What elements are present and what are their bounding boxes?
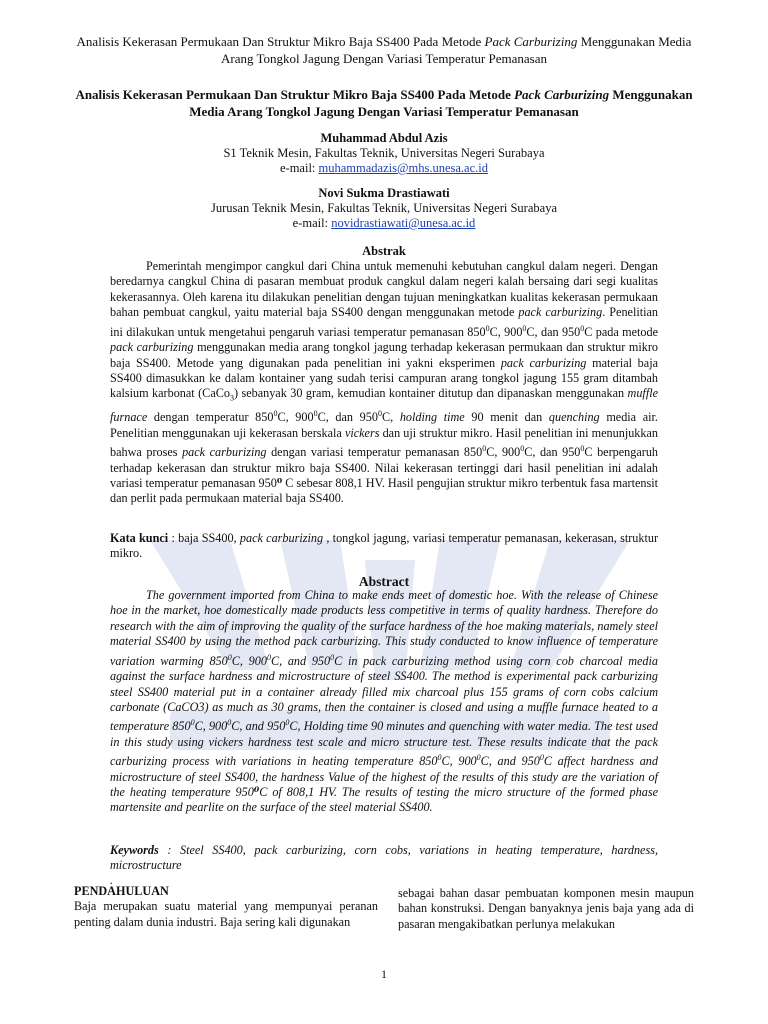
- left-column: [74, 884, 378, 930]
- kata-kunci-label: Kata kunci: [110, 531, 169, 545]
- keywords: Keywords : Steel SS400, pack carburizing, corn cobs, variations in heating temperature, hardness, microstructure .: [110, 843, 658, 887]
- page-number: 1: [381, 967, 387, 981]
- author-email-link[interactable]: muhammadazis@mhs.unesa.ac.id: [318, 161, 488, 175]
- author-email-link[interactable]: novidrastiawati@unesa.ac.id: [331, 216, 476, 230]
- author-email-line: [110, 161, 658, 176]
- abstrak-body: Pemerintah mengimpor cangkul dari China untuk memenuhi kebutuhan cangkul dalam negeri. Dengan beredarnya cangkul China di pasaran membuat produk cangkul dalam negeri kalah bersaing dari segi kualitas kekerasannya. Oleh karena itu dilakukan penelitian dengan tujuan meningkatkan kualitas kekerasan permukaan bahan pembuat cangkul, yaitu material baja SS400 dengan menggunakan metode pack carburizing. Penelitian ini dilakukan untuk mengetahui pengaruh variasi temperatur pemanasan $850^0C$, $900^0C$, dan $950^0C$ pada metode pack carburizing menggunakan media arang tongkol jagung terhadap kekerasan permukaan dan struktur mikro baja SS400. Metode yang digunakan pada penelitian ini yakni eksperimen pack carburizing material baja SS400 dimasukkan ke dalam kontainer yang sudah terisi campuran arang tongkol jagung 155 gram ditambah kalsium karbonat (CaCo$_3$) sebanyak 30 gram, kemudian kontainer ditutup dan dipanaskan menggunakan muffle furnace dengan temperatur $850^0C$, $900^0C$, dan $950^0C$, holding time 90 menit dan quenching media air. Penelitian menggunakan uji kekerasan berskala vickers dan uji struktur mikro. Hasil penelitian ini menunjukkan bahwa proses pack carburizing dengan variasi temperatur pemanasan $850^0C$, $900^0C$, dan $950^0C$ berpengaruh terhadap kekerasan dan struktur mikro baja SS400. Nilai kekerasan tertinggi dari hasil penelitian ini adalah variasi temperatur pemanasan 950⁰ C sebesar 808,1 HV. Hasil pengujian struktur mikro terbentuk fasa martensit dan perlit pada permukaan material baja SS400.: [110, 259, 659, 506]
- left-column-text: Baja merupakan suatu material yang mempunyai peranan penting dalam dunia industri. Baja sering kali digunakan: [74, 899, 378, 929]
- running-header: [60, 33, 708, 67]
- author-email-line: [110, 216, 658, 231]
- section-heading-pendahuluan: PENDAHULUAN: [74, 884, 169, 898]
- author-1: [110, 131, 658, 176]
- running-header-italic: Pack Carburizing: [484, 34, 578, 49]
- abstrak-heading: Abstrak: [362, 244, 406, 258]
- email-label: e-mail:: [280, 161, 319, 175]
- kata-kunci: Kata kunci : baja SS400, pack carburizing , tongkol jagung, variasi temperatur pemanasan, kekerasan, struktur mikro.: [110, 531, 659, 560]
- email-label: e-mail:: [292, 216, 332, 230]
- author-affiliation: S1 Teknik Mesin, Fakultas Teknik, Universitas Negeri Surabaya: [223, 146, 545, 160]
- paper-title: [70, 86, 698, 120]
- title-text: Analisis Kekerasan Permukaan Dan Struktur Mikro Baja SS400 Pada Metode: [75, 87, 515, 102]
- running-header-text: Analisis Kekerasan Permukaan Dan Struktur Mikro Baja SS400 Pada Metode: [76, 34, 485, 49]
- right-column: [398, 886, 694, 932]
- author-2: [110, 186, 658, 231]
- author-name: Novi Sukma Drastiawati: [318, 186, 450, 200]
- author-name: Muhammad Abdul Azis: [320, 131, 448, 145]
- title-line2: Media Arang Tongkol Jagung Dengan Variasi Temperatur Pemanasan: [189, 104, 579, 119]
- abstract-body: The government imported from China to make ends meet of domestic hoe. With the release of Chinese hoe in the market, hoe domestically made products less competitive in terms of quality hardness. Therefore do research with the aim of improving the quality of the surface hardness of the hoe making materials, namely steel material SS400 by using the method pack carburizing. This study conducted to know influence of temperature variation warming $850^0C$, $900^0C$, and $950^0C$ in pack carburizing method using corn cob charcoal media against the surface hardness and microstructure of steel SS400. The method is experimental pack carburizing steel SS400 material put in a container already filled mix charcoal plus 155 grams of corn cobs calcium carbonate (CaCO3) as much as 30 grams, then the container is closed and using a muffle furnace heated to a temperature $850^0C$, $900^0C$, and $950^0C$, Holding time 90 minutes and quenching with water media. The test used in this study using vickers hardness test scale and micro structure test. These results indicate that the pack carburizing process with variations in heating temperature $850^0C$, $900^0C$, and $950^0C$ affect hardness and microstructure of steel SS400, the hardness Value of the highest of the results of this study are the variation of the heating temperature 950⁰C of 808,1 HV. The results of testing the micro structure of the formed phase martensite and pearlite on the surface of the steel material SS400.: [110, 588, 659, 815]
- running-header-line2: Arang Tongkol Jagung Dengan Variasi Temperatur Pemanasan: [221, 51, 547, 66]
- title-text-end: Menggunakan: [609, 87, 693, 102]
- running-header-text-end: Menggunakan Media: [577, 34, 692, 49]
- right-column-text: sebagai bahan dasar pembuatan komponen mesin maupun bahan konstruksi. Dengan banyaknya jenis baja yang ada di pasaran mengakibatkan perlunya melakukan: [398, 886, 694, 931]
- keywords-label: Keywords: [110, 843, 159, 857]
- author-affiliation: Jurusan Teknik Mesin, Fakultas Teknik, Universitas Negeri Surabaya: [211, 201, 557, 215]
- title-italic: Pack Carburizing: [514, 87, 610, 102]
- abstract-heading: Abstract: [358, 574, 410, 589]
